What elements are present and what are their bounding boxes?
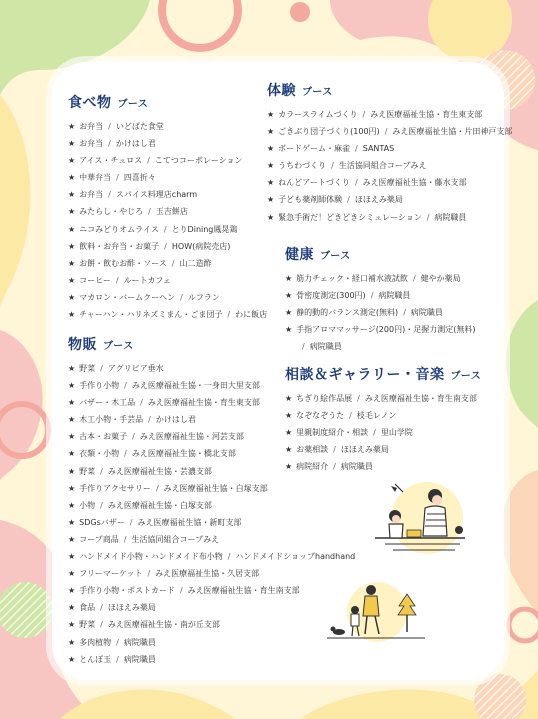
item-name: 骨密度測定(300円) — [296, 291, 366, 301]
item-name: お弁当 — [79, 139, 104, 149]
separator: / — [354, 178, 358, 188]
item-organizer: みえ医療福祉生協・育生東支部 — [370, 110, 483, 119]
section-title: 相談＆ギャラリー・音楽 ブース — [285, 367, 482, 383]
item-organizer: 病院職員 — [378, 291, 411, 301]
list-item — [68, 135, 267, 152]
list-item — [267, 157, 512, 174]
list-item — [285, 441, 481, 458]
separator: / — [132, 432, 135, 442]
item-name: 飲料・お弁当・お菓子 — [79, 241, 160, 251]
star-icon: ★ — [285, 291, 293, 301]
list-item — [267, 191, 512, 208]
item-name: みたらし・やじろ — [79, 207, 144, 217]
list-item — [68, 221, 267, 238]
item-name: 中華弁当 — [79, 173, 112, 183]
star-icon: ★ — [68, 139, 76, 149]
star-icon: ★ — [68, 224, 76, 234]
item-name: 野菜 — [79, 466, 96, 476]
item-organizer: 里山学院 — [380, 428, 413, 438]
item-name: 手作りアクセサリー — [79, 483, 151, 493]
separator: / — [349, 411, 352, 421]
list-item — [68, 599, 355, 616]
item-organizer: 病院職員 — [123, 637, 156, 647]
star-icon: ★ — [68, 466, 76, 476]
list-item — [68, 565, 355, 582]
item-name: 里親制度紹介・相談 — [296, 428, 369, 438]
star-icon: ★ — [68, 432, 76, 442]
list-item — [68, 634, 355, 651]
item-name: 筋力チェック・経口補水液試飲 — [296, 274, 408, 283]
list-item — [68, 616, 355, 633]
illustration-family-at-table — [365, 478, 475, 570]
star-icon: ★ — [267, 178, 275, 188]
item-name: ニコみどりオムライス — [79, 224, 159, 234]
item-organizer: 玉吉餅店 — [155, 207, 188, 217]
item-organizer: アグリビア垂水 — [107, 364, 164, 373]
item-name: 静的動的バランス測定(無料) — [296, 308, 399, 318]
list-item — [285, 304, 475, 321]
item-name: ハンドメイド小物・ハンドメイド布小物 — [79, 552, 223, 562]
star-icon: ★ — [267, 144, 275, 154]
health-list — [285, 270, 475, 338]
item-name: 小物 — [79, 500, 96, 510]
star-icon: ★ — [68, 275, 76, 285]
consult-booth-section — [285, 364, 481, 475]
item-organizer: みえ医療福祉生協・芸濃支部 — [107, 466, 212, 476]
item-name: コーヒー — [79, 275, 111, 285]
star-icon: ★ — [68, 207, 76, 217]
star-icon: ★ — [68, 292, 76, 302]
separator: / — [163, 224, 167, 234]
star-icon: ★ — [68, 517, 76, 527]
separator: / — [147, 569, 151, 579]
separator: / — [171, 258, 175, 268]
separator: / — [124, 449, 127, 459]
item-name: お弁当 — [79, 122, 104, 131]
item-organizer: HOW(病院売店) — [171, 241, 231, 251]
list-item — [68, 152, 267, 169]
item-organizer: みえ医療福祉生協・片田神戸支部 — [392, 127, 513, 137]
item-organizer: みえ医療福祉生協・藤水支部 — [362, 178, 467, 188]
star-icon: ★ — [68, 258, 76, 268]
list-item — [285, 321, 475, 338]
separator: / — [355, 144, 358, 154]
star-icon: ★ — [267, 110, 275, 119]
list-item — [68, 306, 267, 323]
separator: / — [140, 398, 143, 408]
list-item — [267, 209, 512, 226]
separator: / — [147, 156, 150, 166]
separator: / — [123, 534, 127, 544]
list-item — [68, 169, 267, 186]
star-icon: ★ — [68, 603, 76, 613]
section-title: 健康 ブース — [285, 247, 351, 263]
experience-booth-section — [267, 80, 512, 226]
item-name: ボードゲーム・麻雀 — [278, 144, 351, 154]
separator: / — [148, 207, 151, 217]
food-list — [68, 118, 267, 323]
item-organizer: かけはし君 — [155, 415, 196, 425]
item-organizer: とりDining鳳晃鶏 — [171, 224, 238, 234]
separator: / — [155, 483, 159, 493]
star-icon: ★ — [68, 398, 76, 408]
item-organizer: みえ医療福祉生協・白塚支部 — [163, 483, 268, 493]
star-icon: ★ — [285, 325, 293, 335]
star-icon: ★ — [68, 310, 76, 320]
list-item — [285, 458, 481, 475]
item-name: 手作り小物 — [79, 381, 120, 391]
item-name: 野菜 — [79, 364, 96, 373]
item-name: 子ども薬剤師体験 — [278, 195, 343, 205]
star-icon: ★ — [68, 122, 76, 131]
separator: / — [347, 195, 350, 205]
section-title: 食べ物 ブース — [68, 95, 149, 111]
item-organizer: 病院職員 — [434, 212, 467, 222]
separator: / — [116, 654, 119, 664]
item-organizer: ほほえみ薬局 — [340, 445, 389, 455]
item-name: 緊急手術だ！どきどきシミュレーション — [278, 212, 422, 222]
star-icon: ★ — [285, 445, 293, 455]
section-title: 物販 ブース — [68, 337, 134, 353]
star-icon: ★ — [68, 156, 76, 166]
separator: / — [179, 586, 183, 596]
star-icon: ★ — [267, 127, 275, 137]
item-organizer: 生活協同組合コープみえ — [131, 534, 220, 544]
item-name: 病院紹介 — [296, 462, 329, 472]
star-icon: ★ — [68, 173, 76, 183]
separator: / — [370, 291, 374, 301]
list-item — [68, 255, 267, 272]
list-item — [68, 289, 267, 306]
item-name: なぞなぞうた — [296, 411, 345, 421]
star-icon: ★ — [285, 394, 293, 403]
item-organizer: みえ医療福祉生協・橋北支部 — [131, 449, 236, 459]
list-item — [285, 270, 475, 287]
star-icon: ★ — [68, 381, 76, 391]
item-name: お餅・飲むお酢・ソース — [79, 258, 167, 268]
item-name: 衣類・小物 — [79, 449, 120, 459]
separator: / — [384, 127, 388, 137]
star-icon: ★ — [285, 411, 293, 421]
star-icon: ★ — [68, 364, 76, 373]
separator: / — [331, 161, 334, 171]
star-icon: ★ — [68, 483, 76, 493]
separator: / — [100, 466, 103, 476]
item-name: フリーマーケット — [79, 569, 143, 579]
item-name: チャーハン・ハリネズミまん・ごま団子 — [79, 310, 223, 320]
star-icon: ★ — [68, 552, 76, 562]
separator: / — [100, 364, 103, 373]
separator: / — [333, 462, 336, 472]
list-item — [68, 186, 267, 203]
item-organizer: かけはし君 — [115, 139, 156, 149]
list-item — [68, 480, 355, 497]
star-icon: ★ — [285, 462, 293, 472]
separator: / — [357, 394, 360, 403]
list-item — [68, 203, 267, 220]
item-organizer: 枝毛レノン — [356, 411, 397, 421]
star-icon: ★ — [68, 654, 76, 664]
item-name: SDGsバザー — [79, 517, 125, 527]
star-icon: ★ — [267, 161, 275, 171]
item-name: ちぎり絵作品展 — [296, 394, 353, 403]
item-organizer: ほほえみ薬局 — [354, 195, 403, 205]
star-icon: ★ — [68, 415, 76, 425]
item-organizer: スパイス料理店charm — [115, 190, 198, 200]
item-organizer: ルートカフェ — [123, 275, 171, 285]
item-organizer: 山二造酢 — [179, 258, 212, 268]
item-name: ねんどアートづくり — [278, 178, 350, 188]
item-organizer: 病院職員 — [340, 462, 373, 472]
item-organizer: 病院職員 — [410, 308, 443, 318]
star-icon: ★ — [68, 449, 76, 459]
item-name: ごきぶり団子づくり(100円) — [278, 127, 380, 137]
item-organizer: ルフラン — [187, 292, 220, 302]
list-item — [285, 287, 475, 304]
separator: / — [227, 310, 231, 320]
list-item — [68, 497, 355, 514]
item-organizer: みえ医療福祉生協・育生南支部 — [364, 394, 477, 403]
star-icon: ★ — [285, 274, 293, 283]
item-organizer: みえ医療福祉生協・久居支部 — [155, 569, 260, 579]
separator: / — [148, 415, 151, 425]
item-organizer: ハンドメイドショップhandhand — [235, 552, 356, 562]
item-name: 多肉植物 — [79, 637, 112, 647]
star-icon: ★ — [68, 534, 76, 544]
item-name: コープ商品 — [79, 534, 119, 544]
separator: / — [116, 637, 119, 647]
list-item — [267, 123, 512, 140]
list-item — [68, 548, 355, 565]
consult-list — [285, 390, 481, 475]
item-name: 野菜 — [79, 620, 96, 630]
star-icon: ★ — [68, 569, 76, 579]
star-icon: ★ — [68, 620, 76, 630]
item-name: バザー・木工品 — [79, 398, 136, 408]
item-organizer: 四喜折々 — [123, 173, 156, 183]
item-organizer: こてつコーポレーション — [154, 156, 243, 166]
item-organizer: わに飯店 — [235, 310, 268, 320]
item-organizer: 生活協同組合コープみえ — [338, 161, 427, 171]
separator: / — [373, 428, 376, 438]
item-name: カラースライムづくり — [278, 110, 358, 119]
separator: / — [108, 190, 111, 200]
list-item — [285, 390, 481, 407]
item-organizer: みえ医療福祉生協・育生東支部 — [147, 398, 260, 408]
separator: / — [100, 500, 103, 510]
experience-list — [267, 106, 512, 226]
star-icon: ★ — [68, 241, 76, 251]
list-item — [68, 651, 355, 668]
separator: / — [426, 212, 430, 222]
item-organizer: みえ医療福祉生協・一身田大里支部 — [131, 381, 260, 391]
item-name: お弁当 — [79, 190, 104, 200]
item-name: アイス・チュロス — [79, 156, 143, 166]
item-organizer: 健やか薬局 — [420, 274, 461, 283]
list-item — [68, 531, 355, 548]
separator: / — [100, 603, 103, 613]
list-item — [267, 140, 512, 157]
item-name: 手作り小物・ポストカード — [79, 586, 175, 596]
separator: / — [100, 620, 103, 630]
separator: / — [108, 122, 111, 131]
item-name: お薬相談 — [296, 445, 329, 455]
list-item-continuation: / 病院職員 — [302, 342, 342, 352]
separator: / — [412, 274, 416, 283]
section-title: 体験 ブース — [267, 83, 333, 99]
star-icon: ★ — [285, 308, 293, 318]
separator: / — [164, 241, 167, 251]
list-item — [68, 514, 355, 531]
item-name: とんぼ玉 — [79, 654, 112, 664]
item-organizer: いどばた食堂 — [115, 122, 164, 131]
star-icon: ★ — [68, 190, 76, 200]
item-name: 木工小物・手芸品 — [79, 415, 144, 425]
health-booth-section — [285, 244, 475, 355]
star-icon: ★ — [68, 500, 76, 510]
separator: / — [333, 445, 336, 455]
separator: / — [108, 139, 111, 149]
separator: / — [227, 552, 231, 562]
list-item — [285, 407, 481, 424]
list-item — [68, 118, 267, 135]
item-organizer: みえ医療福祉生協・河芸支部 — [139, 432, 244, 442]
item-organizer: ほほえみ薬局 — [107, 603, 156, 613]
separator: / — [124, 381, 127, 391]
item-name: うちわづくり — [278, 161, 327, 171]
item-name: マカロン・バームクーヘン — [79, 292, 176, 302]
item-name: 手指アロママッサージ(200円)・足握力測定(無料) — [296, 325, 476, 335]
separator: / — [115, 275, 119, 285]
star-icon: ★ — [68, 637, 76, 647]
list-item — [285, 424, 481, 441]
item-name: 古本・お菓子 — [79, 432, 128, 442]
separator: / — [403, 308, 406, 318]
list-item — [68, 238, 267, 255]
list-item — [267, 174, 512, 191]
illustration-family-walking — [325, 580, 430, 650]
item-organizer: SANTAS — [362, 144, 395, 154]
item-organizer: 病院職員 — [123, 654, 156, 664]
item-organizer: みえ医療福祉生協・育生南支部 — [187, 586, 300, 596]
item-organizer: みえ医療福祉生協・白塚支部 — [107, 500, 212, 510]
food-booth-section — [68, 92, 267, 323]
item-name: 食品 — [79, 603, 96, 613]
separator: / — [180, 292, 183, 302]
list-item — [267, 106, 512, 123]
star-icon: ★ — [285, 428, 293, 438]
star-icon: ★ — [267, 195, 275, 205]
item-organizer: みえ医療福祉生協・南が丘支部 — [107, 620, 220, 630]
star-icon: ★ — [68, 586, 76, 596]
star-icon: ★ — [267, 212, 275, 222]
item-organizer: みえ医療福祉生協・新町支部 — [137, 517, 242, 527]
separator: / — [129, 517, 133, 527]
list-item — [68, 582, 355, 599]
list-item — [68, 272, 267, 289]
separator: / — [362, 110, 366, 119]
separator: / — [116, 173, 119, 183]
